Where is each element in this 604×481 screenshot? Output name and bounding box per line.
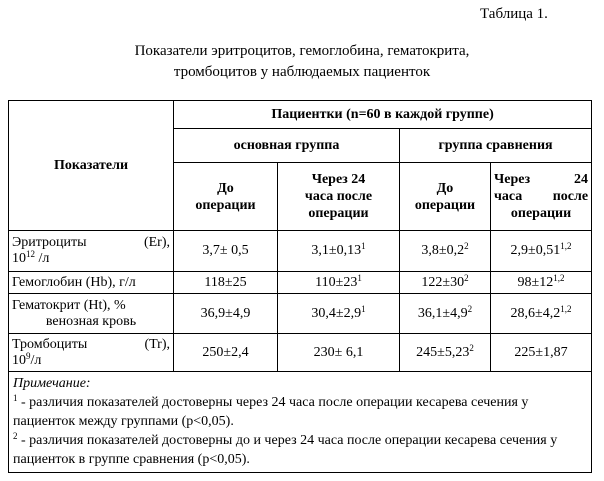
- comparison-after-l2: [494, 188, 588, 205]
- comparison-after-l1a: Через: [494, 172, 531, 187]
- unit-suffix: /л: [35, 251, 50, 266]
- value-cell: [400, 334, 491, 372]
- value-sup: 2: [464, 272, 469, 283]
- row-label: [9, 334, 174, 372]
- patients-header: Пациентки (n=60 в каждой группе): [174, 101, 592, 129]
- value: 36,9±4,9: [200, 305, 251, 321]
- main-group-header: основная группа: [174, 129, 400, 163]
- value: 3,1±0,13: [311, 243, 362, 258]
- comparison-after-header: [491, 163, 592, 231]
- value-sup: 1,2: [560, 303, 572, 314]
- unit-exponent: 12: [26, 249, 35, 259]
- value-cell: [278, 272, 400, 294]
- data-table: [8, 100, 592, 473]
- row-label-line-1: [12, 235, 170, 251]
- value-cell: [278, 231, 400, 272]
- value-cell: [400, 231, 491, 272]
- table-row: [9, 272, 592, 294]
- caption-line-2: тромбоцитов у наблюдаемых пациенток: [173, 64, 431, 80]
- value-cell: [491, 334, 592, 372]
- row-label: [9, 272, 174, 294]
- value-cell: [400, 294, 491, 334]
- value: 122±30: [421, 274, 465, 290]
- value: 98±12: [517, 274, 554, 290]
- value-cell: [491, 231, 592, 272]
- value-sup: 2: [469, 342, 474, 353]
- value-cell: [491, 294, 592, 334]
- caption-line-1: Показатели эритроцитов, гемоглобина, гематокрита,: [134, 43, 470, 59]
- value: 30,4±2,9: [311, 305, 362, 321]
- value-cell: [400, 272, 491, 294]
- row-label: [9, 231, 174, 272]
- value: 110±23: [315, 274, 358, 290]
- value-sup: 2: [467, 303, 473, 314]
- value: 3,8±0,2: [421, 243, 465, 258]
- table-number-label: Таблица 1.: [480, 6, 548, 22]
- note-title: Примечание:: [13, 376, 91, 391]
- note-1-marker: 1: [13, 393, 18, 403]
- main-after-header: [278, 163, 400, 231]
- value-cell: [174, 294, 278, 334]
- unit-suffix: /л: [30, 352, 42, 368]
- value-cell: [174, 272, 278, 294]
- note-2-marker: 2: [13, 431, 18, 441]
- unit-base: 10: [12, 251, 26, 266]
- main-before-l1: До: [217, 180, 234, 196]
- row-label-1a: Гемоглобин (Hb), г/л: [12, 274, 136, 290]
- value: 118±25: [204, 274, 247, 290]
- header-row-1: [9, 101, 592, 129]
- indicators-header: Показатели: [9, 101, 174, 231]
- value: 250±2,4: [202, 344, 249, 360]
- row-label-1b: (Er),: [143, 235, 170, 250]
- table-row: [9, 294, 592, 334]
- comparison-after-l2a: часа: [494, 189, 523, 204]
- row-label-1b: (Tr),: [144, 336, 170, 352]
- note-1-text: - различия показателей достоверны через 24 часа после операции кесарева сечения у пациенток между группами (p<0,05).: [13, 395, 529, 429]
- note-row: [9, 372, 592, 473]
- note-cell: [9, 372, 592, 473]
- value-sup: 1: [361, 303, 366, 314]
- row-label-line-2: [12, 350, 170, 369]
- main-after-l1: Через 24: [311, 172, 366, 187]
- main-after-l3: операции: [308, 206, 369, 221]
- main-before-l2: операции: [195, 197, 256, 213]
- main-after-l2: часа после: [304, 189, 373, 204]
- comparison-before-header: [400, 163, 491, 231]
- value-sup: 1,2: [560, 241, 572, 251]
- row-label-line-2: венозная кровь: [45, 313, 137, 329]
- note-2: [13, 431, 587, 469]
- value: 28,6±4,2: [510, 305, 561, 321]
- value: 3,7± 0,5: [202, 243, 249, 258]
- row-label-1a: Тромбоциты: [12, 336, 88, 352]
- unit-exponent: 9: [26, 350, 31, 361]
- comparison-before-l2: операции: [414, 197, 476, 213]
- comparison-group-header: группа сравнения: [400, 129, 592, 163]
- value-cell: [278, 294, 400, 334]
- row-label-line-1: Гематокрит (Ht), %: [12, 297, 126, 313]
- value-sup: 1: [357, 272, 362, 283]
- comparison-after-l3: операции: [510, 206, 572, 221]
- value-cell: [491, 272, 592, 294]
- row-label-line-2: [12, 251, 170, 267]
- value: 245±5,23: [416, 344, 470, 360]
- row-label: [9, 294, 174, 334]
- value-cell: [278, 334, 400, 372]
- comparison-after-l1b: 24: [574, 172, 589, 187]
- main-before-header: [174, 163, 278, 231]
- value: 225±1,87: [514, 344, 568, 360]
- table-row: [9, 231, 592, 272]
- value-cell: [174, 231, 278, 272]
- comparison-after-l2b: после: [552, 189, 589, 204]
- comparison-after-l1: [494, 171, 588, 188]
- value-cell: [174, 334, 278, 372]
- value-sup: 1,2: [553, 272, 565, 283]
- unit-base: 10: [12, 352, 26, 368]
- value-sup: 1: [361, 241, 366, 251]
- row-label-line-1: [12, 337, 170, 353]
- comparison-before-l1: До: [436, 180, 454, 196]
- table-row: [9, 334, 592, 372]
- value: 2,9±0,51: [510, 243, 561, 258]
- value: 36,1±4,9: [417, 305, 468, 321]
- note-2-text: - различия показателей достоверны до и через 24 часа после операции кесаревa сечения у пациенток в группе сравнения (p<0,05).: [13, 433, 558, 467]
- value-sup: 2: [464, 241, 469, 251]
- row-label-1a: Эритроциты: [12, 235, 87, 250]
- value: 230± 6,1: [313, 344, 364, 360]
- table-caption: [0, 41, 604, 83]
- note-1: [13, 393, 587, 431]
